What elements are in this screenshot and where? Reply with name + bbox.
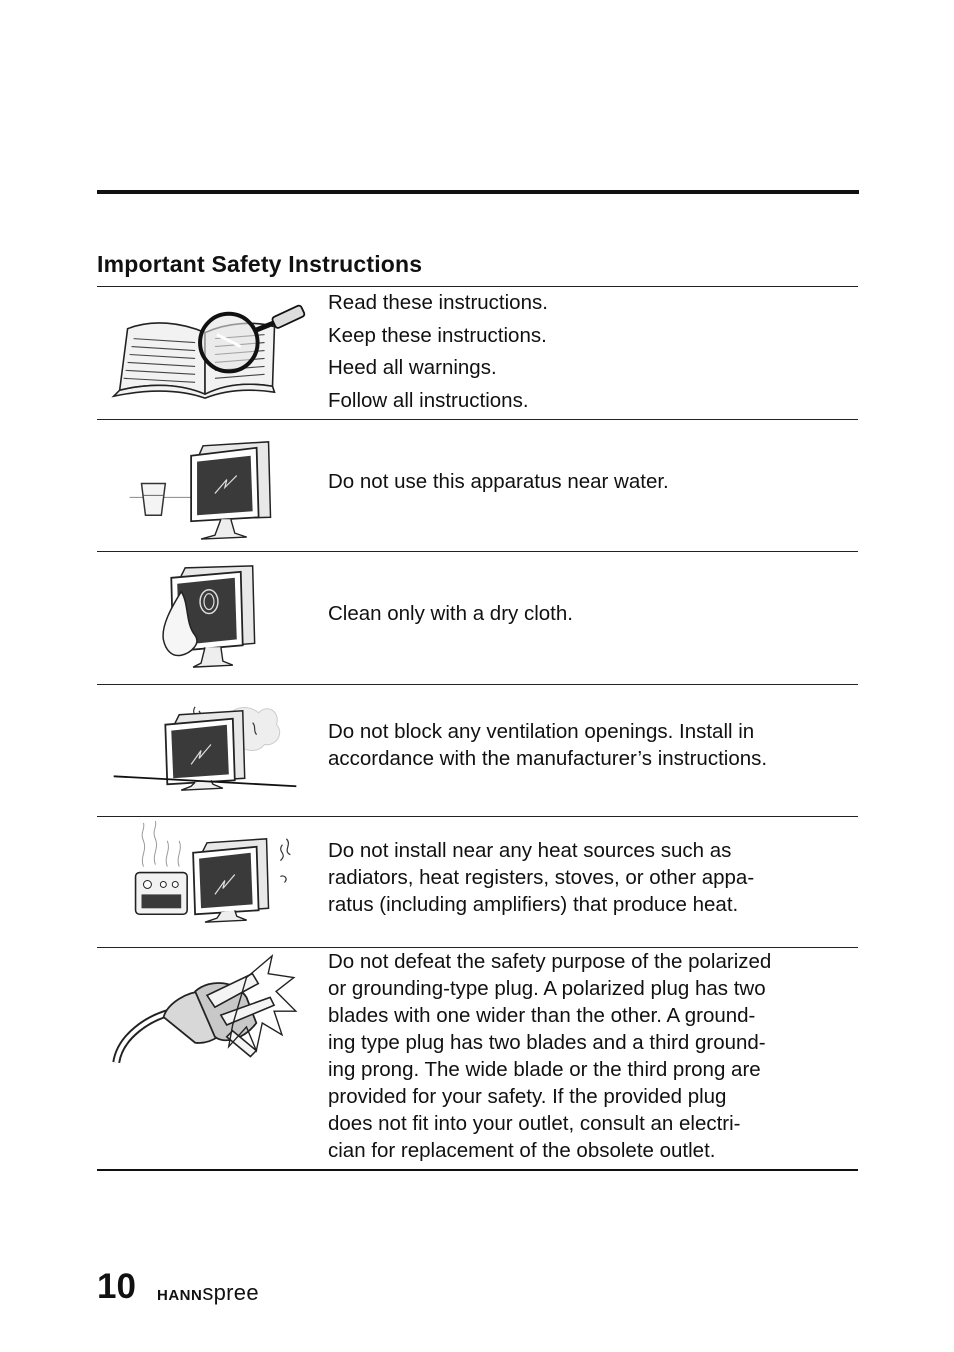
instruction-line: blades with one wider than the other. A ground- xyxy=(328,1004,756,1027)
instruction-row xyxy=(97,947,858,1171)
page-number: 10 xyxy=(97,1267,136,1306)
monitor-ventilation-icon xyxy=(97,685,317,816)
instruction-line: Keep these instructions. xyxy=(328,323,547,347)
instruction-line: ratus (including amplifiers) that produce heat. xyxy=(328,893,739,916)
polarized-plug-icon xyxy=(97,948,317,1169)
instruction-line: or grounding-type plug. A polarized plug has two xyxy=(328,977,766,1000)
instruction-text xyxy=(328,837,848,918)
instruction-line: Do not block any ventilation openings. Install in xyxy=(328,720,755,743)
instruction-line: Do not install near any heat sources such as xyxy=(328,839,732,862)
instruction-line: ing type plug has two blades and a third ground- xyxy=(328,1031,766,1054)
instruction-row xyxy=(97,684,858,816)
instruction-text xyxy=(328,600,848,627)
book-magnifier-icon xyxy=(97,287,317,419)
monitor-heater-icon xyxy=(97,817,317,947)
instruction-row xyxy=(97,551,858,684)
instruction-text xyxy=(328,718,848,772)
monitor-cloth-icon xyxy=(97,552,317,684)
instruction-line: provided for your safety. If the provided plug xyxy=(328,1085,727,1108)
instruction-line: accordance with the manufacturer’s instructions. xyxy=(328,747,768,770)
instruction-row xyxy=(97,816,858,947)
instruction-line: Heed all warnings. xyxy=(328,356,497,379)
instruction-line: does not fit into your outlet, consult an electri- xyxy=(328,1112,741,1135)
instruction-line: radiators, heat registers, stoves, or other appa- xyxy=(328,866,755,889)
instruction-line: Read these instructions. xyxy=(328,291,548,314)
monitor-water-icon xyxy=(97,420,317,551)
instruction-line: Clean only with a dry cloth. xyxy=(328,602,573,625)
top-rule xyxy=(97,190,859,194)
instruction-text xyxy=(328,948,848,1164)
instruction-text xyxy=(328,287,848,417)
instruction-line: ing prong. The wide blade or the third prong are xyxy=(328,1058,761,1081)
safety-instructions-table xyxy=(97,286,858,1171)
instruction-text xyxy=(328,468,848,495)
instruction-line: Do not use this apparatus near water. xyxy=(328,470,669,493)
instruction-row xyxy=(97,419,858,551)
instruction-line: Do not defeat the safety purpose of the polarized xyxy=(328,950,772,973)
instruction-line: cian for replacement of the obsolete outlet. xyxy=(328,1139,716,1162)
section-title: Important Safety Instructions xyxy=(97,251,423,277)
brand-bold: HANN xyxy=(157,1287,203,1304)
instruction-line: Follow all instructions. xyxy=(328,388,529,412)
brand-logo xyxy=(157,1280,259,1306)
instruction-row xyxy=(97,286,858,419)
brand-light: spree xyxy=(202,1280,259,1305)
